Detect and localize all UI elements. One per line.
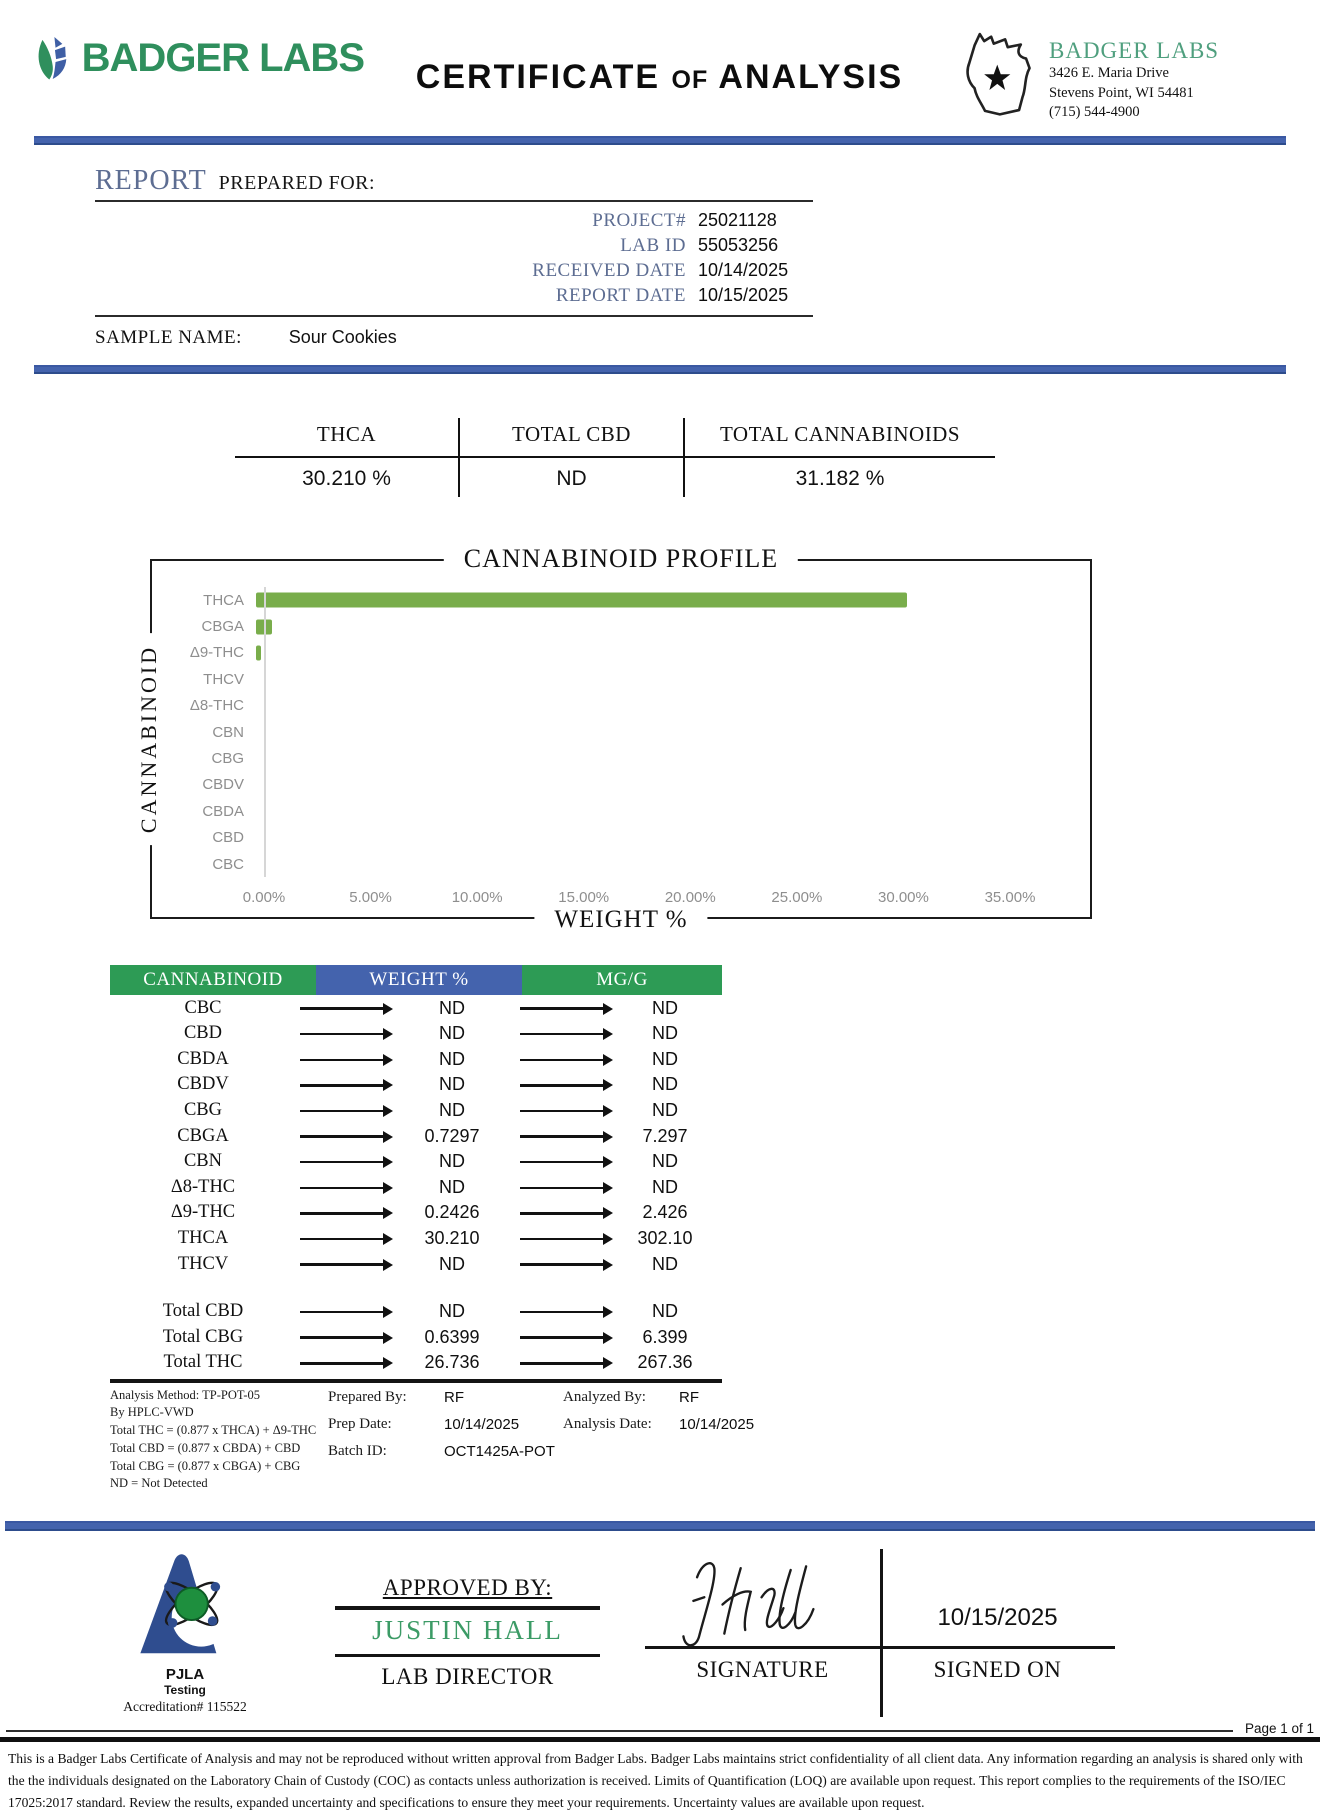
chart-bar-track <box>254 666 1090 692</box>
weight-percent-value: ND <box>439 997 465 1018</box>
thick-rule-line <box>0 1737 1320 1742</box>
table-row <box>110 1098 722 1124</box>
table-bottom-rule <box>110 1379 722 1383</box>
arrow-icon <box>520 1336 604 1339</box>
title-word-of: OF <box>671 66 709 94</box>
mg-per-g-value: 302.10 <box>637 1227 693 1248</box>
prep-field-label: Prepared By: <box>328 1388 407 1405</box>
arrow-icon <box>300 1187 384 1190</box>
table-row <box>110 1123 722 1149</box>
prep-field-value: 10/14/2025 <box>444 1415 520 1433</box>
arrow-icon <box>300 1336 384 1339</box>
arrow-icon <box>520 1263 604 1266</box>
chart-category-label: CBG <box>211 750 244 768</box>
cannabinoid-name: Δ8-THC <box>170 1176 236 1197</box>
arrow-icon <box>300 1110 384 1113</box>
sample-name-value: Sour Cookies <box>288 327 397 347</box>
chart-bar-track <box>254 587 1090 613</box>
signature-divider-line <box>880 1549 883 1717</box>
table-row <box>110 1299 722 1325</box>
chart-bar-track <box>254 719 1090 745</box>
weight-percent-value: ND <box>439 1023 465 1044</box>
chart-bar-track-inner <box>256 613 1010 639</box>
report-field-value: 10/15/2025 <box>698 285 789 305</box>
weight-percent-value: ND <box>439 1048 465 1069</box>
arrow-icon <box>300 1238 384 1241</box>
pjla-accreditation-block <box>90 1545 280 1715</box>
x-tick-label: 0.00% <box>242 889 286 907</box>
weight-percent-value: 0.2426 <box>424 1202 480 1223</box>
weight-percent-value: ND <box>439 1099 465 1120</box>
chart-y-axis-label: CANNABINOID <box>136 633 162 845</box>
method-note-line: Total CBD = (0.877 x CBDA) + CBD <box>110 1440 301 1455</box>
prep-field <box>328 1416 563 1433</box>
weight-percent-value: 0.6399 <box>424 1326 480 1347</box>
address-line-2: Stevens Point, WI 54481 <box>1049 84 1194 101</box>
divider-bar-middle <box>34 365 1286 374</box>
x-tick-label: 10.00% <box>451 889 503 907</box>
report-field <box>95 285 813 307</box>
chart-row <box>152 851 1090 877</box>
approved-by-label: APPROVED BY: <box>382 1575 553 1601</box>
cannabinoid-name: Δ9-THC <box>170 1202 236 1223</box>
analysis-field-label: Analysis Date: <box>563 1415 652 1432</box>
leaf-logo-icon <box>34 26 74 90</box>
badger-labs-logo <box>34 26 364 90</box>
chart-bar-track-inner <box>256 745 1010 771</box>
weight-percent-value: 30.210 <box>424 1227 480 1248</box>
chart-category-label: THCA <box>203 591 244 609</box>
chart-bar-track-inner <box>256 719 1010 745</box>
signature-cell <box>645 1545 880 1649</box>
table-row <box>110 1149 722 1175</box>
arrow-icon <box>300 1135 384 1138</box>
page-number: Page 1 of 1 <box>1244 1721 1314 1737</box>
summary-value: 30.210 % <box>302 467 391 490</box>
page-number-row <box>6 1721 1314 1736</box>
chart-category-label: CBGA <box>201 618 244 636</box>
cannabinoid-name: CBD <box>183 1023 223 1044</box>
mg-per-g-value: ND <box>652 997 678 1018</box>
chart-bar-track <box>254 745 1090 771</box>
chart-row <box>152 719 1090 745</box>
x-tick-label: 5.00% <box>349 889 392 907</box>
chart-category-label: CBDV <box>202 776 244 794</box>
chart-row <box>152 640 1090 666</box>
table-row <box>110 1200 722 1226</box>
mg-per-g-value: ND <box>652 1048 678 1069</box>
mg-per-g-value: ND <box>652 1099 678 1120</box>
mg-per-g-value: ND <box>652 1253 678 1274</box>
chart-bar-track <box>254 825 1090 851</box>
method-note-line: Total THC = (0.877 x THCA) + Δ9-THC <box>110 1423 317 1438</box>
report-field-label: PROJECT# <box>592 210 686 231</box>
chart-bar-track-inner <box>256 772 1010 798</box>
table-row <box>110 995 722 1021</box>
results-table-header <box>110 965 722 995</box>
cannabinoid-name: CBN <box>183 1151 223 1172</box>
cannabinoid-profile-chart <box>136 544 1092 934</box>
approval-footer <box>0 1545 1320 1715</box>
report-field-label: REPORT DATE <box>555 285 686 306</box>
x-tick-label: 15.00% <box>558 889 610 907</box>
chart-category-label: CBD <box>212 829 244 847</box>
chart-bar-track-inner <box>256 798 1010 824</box>
brand-name: BADGER LABS <box>81 35 364 80</box>
chart-bar-track-inner <box>256 640 1010 666</box>
results-table-totals <box>110 1299 722 1376</box>
chart-category-label: Δ9-THC <box>189 644 244 662</box>
analysis-field-value: RF <box>679 1388 699 1406</box>
arrow-icon <box>520 1212 604 1215</box>
mg-per-g-value: ND <box>652 1151 678 1172</box>
arrow-icon <box>300 1311 384 1314</box>
chart-category-label: CBDA <box>202 802 244 820</box>
report-field-value: 55053256 <box>698 235 779 255</box>
mg-per-g-value: 7.297 <box>642 1125 688 1146</box>
analysis-method-notes <box>110 1387 328 1494</box>
column-header-mgg: MG/G <box>522 965 722 995</box>
certificate-title <box>364 26 955 97</box>
signature-block <box>645 1545 1115 1715</box>
report-info-section <box>95 165 813 349</box>
summary-label: TOTAL CBD <box>460 418 683 458</box>
chart-bar-track-inner <box>256 666 1010 692</box>
approver-role: LAB DIRECTOR <box>381 1664 554 1690</box>
analysis-field <box>563 1416 754 1433</box>
method-note-line: ND = Not Detected <box>110 1476 208 1491</box>
chart-bar-track <box>254 851 1090 877</box>
weight-percent-value: 0.7297 <box>424 1125 480 1146</box>
divider-bar-footer <box>5 1521 1315 1531</box>
disclaimer-text: This is a Badger Labs Certificate of Analysis and may not be reproduced without written approval from Badger Labs. Badger Labs maintains strict confidentiality of all client data. Any information regarding an analysis is shared only with the the individuals designated on the Laboratory Chain of Custody (COC) as contacts unless authorization is received. Limits of Quantification (LOQ) are available upon request. This report complies to the requirements of the ISO/IEC 17025:2017 standard. Review the results, expanded uncertainty and specifications to ensure they meet your requirements. Uncertainty values are available upon request. <box>8 1751 1303 1811</box>
method-note-line: Total CBG = (0.877 x CBGA) + CBG <box>110 1458 301 1473</box>
arrow-icon <box>520 1161 604 1164</box>
summary-cell <box>460 418 685 497</box>
prep-field-value: RF <box>444 1388 464 1406</box>
report-separator-line <box>95 315 813 317</box>
arrow-icon <box>300 1212 384 1215</box>
mg-per-g-value: 2.426 <box>642 1202 688 1223</box>
summary-value: 31.182 % <box>795 467 885 490</box>
prep-info <box>328 1387 563 1494</box>
arrow-icon <box>520 1362 604 1365</box>
approver-name: JUSTIN HALL <box>372 1614 563 1645</box>
chart-bar-track <box>254 613 1090 639</box>
cannabinoid-name: Total CBD <box>162 1301 244 1322</box>
arrow-icon <box>520 1110 604 1113</box>
chart-x-axis-label: WEIGHT % <box>534 906 707 934</box>
cannabinoid-name: THCV <box>177 1253 229 1274</box>
wisconsin-map-icon <box>955 28 1043 124</box>
title-word-analysis: ANALYSIS <box>718 58 904 96</box>
chart-row <box>152 745 1090 771</box>
phone-number: (715) 544-4900 <box>1049 104 1140 121</box>
report-label: REPORT <box>95 165 207 196</box>
table-row <box>110 1174 722 1200</box>
chart-bar-track-inner <box>256 693 1010 719</box>
chart-bar-track <box>254 798 1090 824</box>
cannabinoid-name: CBDV <box>177 1074 229 1095</box>
column-header-cannabinoid: CANNABINOID <box>110 965 316 995</box>
arrow-icon <box>520 1007 604 1010</box>
summary-label: TOTAL CANNABINOIDS <box>685 418 995 458</box>
chart-bar-track <box>254 772 1090 798</box>
cannabinoid-name: CBG <box>183 1099 223 1120</box>
cannabinoid-name: CBDA <box>177 1048 229 1069</box>
report-field-label: LAB ID <box>620 235 686 256</box>
weight-percent-value: ND <box>439 1301 465 1322</box>
arrow-icon <box>520 1033 604 1036</box>
prep-field <box>328 1389 563 1406</box>
report-heading <box>95 165 813 202</box>
title-word-certificate: CERTIFICATE <box>415 58 661 96</box>
arrow-icon <box>300 1084 384 1087</box>
mg-per-g-value: 267.36 <box>637 1352 693 1373</box>
lab-name: BADGER LABS <box>1049 38 1220 63</box>
chart-bar <box>256 619 272 634</box>
x-tick-label: 30.00% <box>877 889 929 907</box>
summary-cell <box>235 418 460 497</box>
accreditation-number: Accreditation# 115522 <box>123 1699 247 1715</box>
cannabinoid-name: CBGA <box>177 1125 229 1146</box>
weight-percent-value: ND <box>439 1074 465 1095</box>
x-tick-label: 35.00% <box>984 889 1036 907</box>
method-note-line: By HPLC-VWD <box>110 1405 194 1420</box>
x-tick-label: 20.00% <box>664 889 716 907</box>
prep-field-label: Batch ID: <box>328 1442 387 1459</box>
prep-field-value: OCT1425A-POT <box>444 1442 555 1460</box>
chart-row <box>152 587 1090 613</box>
arrow-icon <box>520 1059 604 1062</box>
prepared-for-label: PREPARED FOR: <box>218 172 376 194</box>
chart-row <box>152 798 1090 824</box>
signature-label: SIGNATURE <box>696 1657 829 1683</box>
chart-bar <box>256 593 907 608</box>
chart-row <box>152 613 1090 639</box>
arrow-icon <box>300 1161 384 1164</box>
chart-row <box>152 693 1090 719</box>
mg-per-g-value: ND <box>652 1074 678 1095</box>
weight-percent-value: ND <box>439 1176 465 1197</box>
analysis-field-label: Analyzed By: <box>563 1388 646 1405</box>
chart-row <box>152 772 1090 798</box>
table-row <box>110 1046 722 1072</box>
chart-category-label: CBC <box>212 855 244 873</box>
chart-category-label: CBN <box>212 723 244 741</box>
results-table-rows <box>110 995 722 1277</box>
arrow-icon <box>300 1059 384 1062</box>
analysis-field-value: 10/14/2025 <box>679 1415 755 1433</box>
report-field-value: 25021128 <box>698 210 777 230</box>
mg-per-g-value: 6.399 <box>642 1326 688 1347</box>
summary-cell <box>685 418 995 497</box>
thin-rule-line <box>6 1730 1233 1732</box>
report-field <box>95 235 813 257</box>
table-row <box>110 1350 722 1376</box>
cannabinoid-name: Total THC <box>163 1352 243 1373</box>
x-tick-label: 25.00% <box>771 889 823 907</box>
potency-summary <box>235 418 995 497</box>
approved-by-block <box>335 1545 600 1715</box>
weight-percent-value: ND <box>439 1253 465 1274</box>
chart-plot-area <box>152 587 1090 877</box>
signed-on-label: SIGNED ON <box>933 1657 1062 1683</box>
method-notes-section <box>110 1387 1320 1494</box>
chart-bar-track-inner <box>256 587 1010 613</box>
signature-image <box>655 1550 870 1650</box>
weight-percent-value: 26.736 <box>424 1352 480 1373</box>
analysis-field <box>563 1389 754 1406</box>
lab-address-block <box>955 26 1290 124</box>
pjla-org-name: PJLA <box>165 1666 205 1684</box>
summary-label: THCA <box>235 418 458 458</box>
report-fields <box>95 210 813 307</box>
arrow-icon <box>520 1084 604 1087</box>
mg-per-g-value: ND <box>652 1176 678 1197</box>
report-field-value: 10/14/2025 <box>698 260 789 280</box>
chart-row <box>152 825 1090 851</box>
divider-bar-top <box>34 136 1286 145</box>
header <box>0 0 1320 124</box>
pjla-logo-icon <box>121 1545 249 1659</box>
weight-percent-value: ND <box>439 1151 465 1172</box>
table-row <box>110 1324 722 1350</box>
cannabinoid-name: Total CBG <box>162 1326 244 1347</box>
table-row <box>110 1251 722 1277</box>
arrow-icon <box>520 1238 604 1241</box>
table-row <box>110 1072 722 1098</box>
method-note-line: Analysis Method: TP-POT-05 <box>110 1387 261 1402</box>
chart-bar-track <box>254 693 1090 719</box>
chart-bar-track <box>254 640 1090 666</box>
arrow-icon <box>520 1135 604 1138</box>
chart-bar-track-inner <box>256 825 1010 851</box>
cannabinoid-name: THCA <box>177 1227 229 1248</box>
sample-name-label: SAMPLE NAME: <box>95 327 242 348</box>
table-row <box>110 1226 722 1252</box>
arrow-icon <box>300 1263 384 1266</box>
cannabinoid-name: CBC <box>184 997 222 1018</box>
arrow-icon <box>520 1187 604 1190</box>
summary-value: ND <box>556 467 587 490</box>
report-field <box>95 210 813 232</box>
mg-per-g-value: ND <box>652 1023 678 1044</box>
pjla-testing-label: Testing <box>164 1683 206 1698</box>
report-field-label: RECEIVED DATE <box>532 260 686 281</box>
chart-row <box>152 666 1090 692</box>
table-row <box>110 1021 722 1047</box>
address-line-1: 3426 E. Maria Drive <box>1049 65 1169 81</box>
prep-field-label: Prep Date: <box>328 1415 392 1432</box>
chart-category-label: THCV <box>203 670 244 688</box>
signed-date: 10/15/2025 <box>880 1545 1115 1649</box>
arrow-icon <box>300 1362 384 1365</box>
prep-field <box>328 1443 563 1460</box>
sample-name-row <box>95 327 813 349</box>
analysis-info <box>563 1387 754 1494</box>
report-field <box>95 260 813 282</box>
arrow-icon <box>300 1033 384 1036</box>
arrow-icon <box>520 1311 604 1314</box>
chart-bar <box>256 645 261 660</box>
chart-category-label: Δ8-THC <box>189 697 244 715</box>
mg-per-g-value: ND <box>652 1301 678 1322</box>
results-table <box>110 965 722 1382</box>
arrow-icon <box>300 1007 384 1010</box>
chart-title: CANNABINOID PROFILE <box>444 544 798 574</box>
chart-bar-track-inner <box>256 851 1010 877</box>
column-header-weight: WEIGHT % <box>316 965 522 995</box>
